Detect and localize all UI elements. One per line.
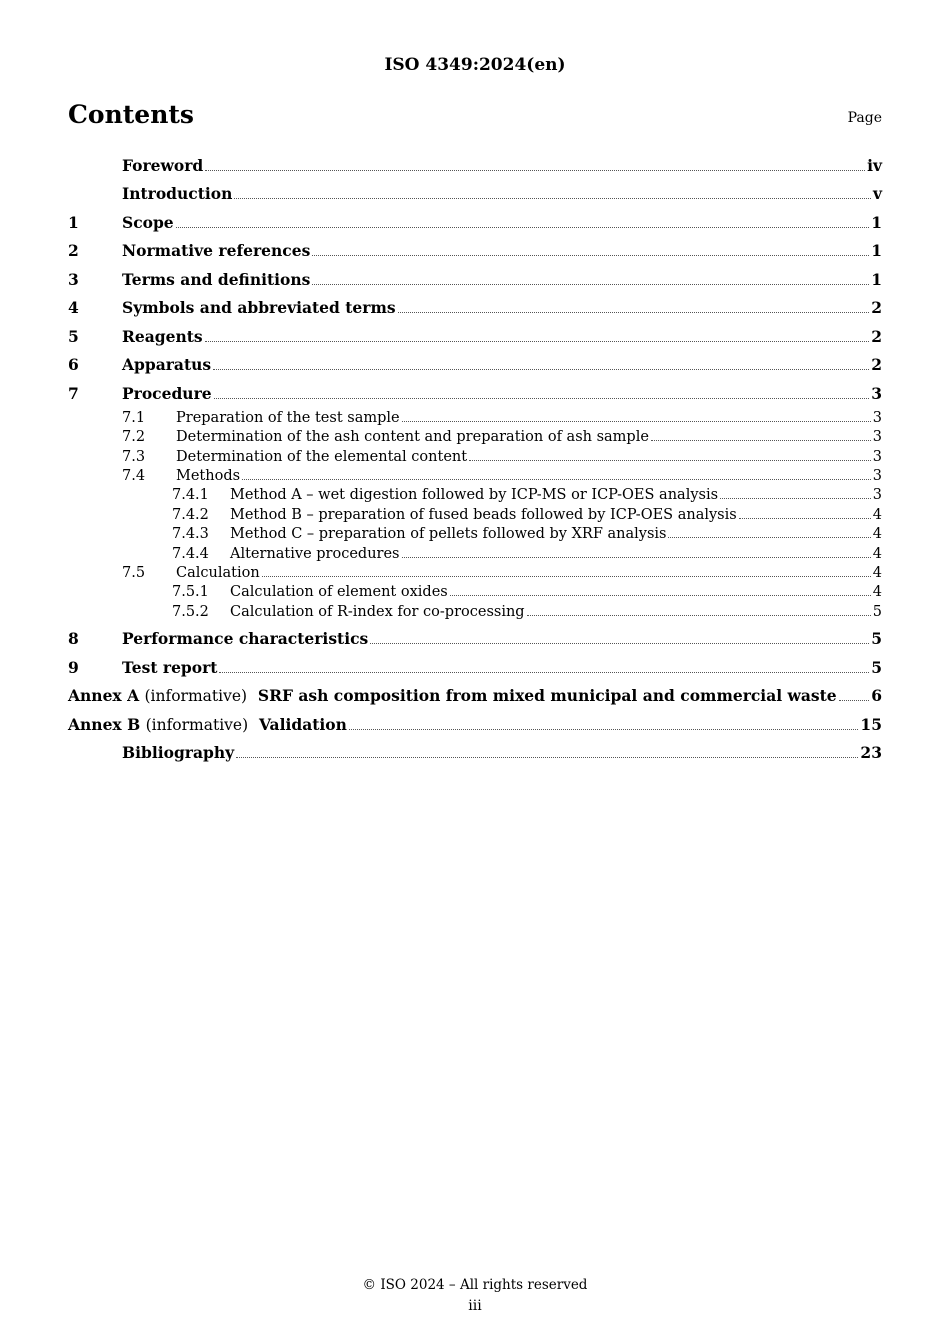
toc-dot-leader [402,420,871,422]
toc-entry-title: Validation [258,714,347,734]
toc-dot-leader [349,728,859,730]
toc-entry-page: v [872,184,882,203]
toc-entry-page: 2 [871,298,882,317]
toc-entry-page: 3 [871,383,882,403]
toc-entry-number: 7.4 [122,468,146,485]
toc-entry[interactable] [68,740,882,769]
toc-annex-type: (informative) [144,687,248,706]
toc-dot-leader [242,478,871,480]
toc-entry-page: iv [867,155,882,175]
toc-entry-title: Determination of the elemental content [176,448,468,465]
toc-entry[interactable] [68,654,882,683]
toc-entry-page: 4 [872,584,882,601]
toc-entry-number: 7.5.2 [172,603,209,620]
toc-entry-number: 4 [68,298,79,317]
toc-entry-title: Calculation [176,565,260,582]
toc-annex-type: (informative) [145,715,249,734]
toc-entry-page: 2 [871,326,882,346]
toc-entry[interactable] [68,352,882,381]
toc-dot-leader [450,594,871,596]
toc-entry[interactable] [68,602,882,621]
toc-entry-title: Methods [176,468,241,485]
toc-entry-title: Test report [122,657,218,677]
toc-dot-leader [370,642,869,644]
toc-entry-title: Method B – preparation of fused beads followed by ICP-OES analysis [230,506,737,523]
toc-entry-page: 3 [872,429,882,446]
toc-dot-leader [219,671,869,673]
document-id: ISO 4349:2024(en) [384,55,566,75]
toc-dot-leader [213,368,869,370]
toc-entry[interactable] [68,266,882,295]
toc-entry[interactable] [68,323,882,352]
toc-entry[interactable] [68,583,882,602]
toc-entry-title: Determination of the ash content and preparation of ash sample [176,429,649,446]
toc-entry-title: Apparatus [122,355,212,374]
toc-dot-leader [214,397,870,399]
toc-entry-number: 8 [68,629,79,649]
toc-entry-number: 9 [68,657,79,677]
toc-entry-title: Performance characteristics [122,629,369,649]
toc-entry-number: 7 [68,383,79,403]
toc-entry[interactable] [68,564,882,583]
toc-entry-page: 1 [871,241,882,260]
toc-annex-label: Annex A [68,686,140,706]
page-column-label: Page [847,110,882,126]
toc-entry-page: 6 [871,686,882,706]
toc-entry-number: 7.2 [122,429,146,446]
toc-dot-leader [312,254,869,256]
toc-dot-leader [720,497,871,499]
toc-dot-leader [739,517,871,519]
toc-entry-number: 5 [68,326,79,346]
toc-entry-number: 3 [68,269,79,289]
toc-entry-page: 23 [860,743,882,763]
toc-entry-number: 7.4.3 [172,526,209,543]
toc-entry-number: 7.4.4 [172,545,209,562]
toc-entry[interactable] [68,447,882,466]
toc-entry[interactable] [68,711,882,740]
toc-entry-title: SRF ash composition from mixed municipal and commercial waste [257,686,837,706]
toc-entry-number: 7.3 [122,448,146,465]
toc-entry-title: Reagents [122,326,203,346]
toc-entry[interactable] [68,428,882,447]
toc-dot-leader [234,197,871,199]
toc-entry[interactable] [68,152,882,181]
toc-entry-title: Introduction [122,184,233,203]
toc-entry-title: Preparation of the test sample [176,409,400,426]
footer-copyright: © ISO 2024 – All rights reserved [362,1277,588,1293]
toc-entry[interactable] [68,238,882,267]
toc-entry-page: 2 [871,355,882,374]
contents-heading: Contents [68,100,195,129]
toc-entry-page: 4 [872,565,882,582]
toc-entry-title: Foreword [122,155,204,175]
toc-dot-leader [402,556,871,558]
toc-entry[interactable] [68,486,882,505]
toc-entry-title: Symbols and abbreviated terms [122,298,396,317]
toc-dot-leader [205,169,865,171]
toc-entry-title: Calculation of element oxides [230,584,448,601]
toc-dot-leader [398,311,870,313]
table-of-contents [68,152,882,768]
toc-dot-leader [469,459,871,461]
toc-entry-page: 5 [872,603,882,620]
toc-dot-leader [668,536,870,538]
toc-entry[interactable] [68,380,882,409]
toc-entry-number: 7.5 [122,565,146,582]
toc-entry-number: 2 [68,241,79,260]
toc-dot-leader [236,756,858,758]
toc-entry[interactable] [68,209,882,238]
footer-page-number: iii [468,1298,482,1314]
toc-entry-title: Method C – preparation of pellets followed by XRF analysis [230,526,667,543]
toc-entry-title: Procedure [122,383,212,403]
toc-entry-number: 6 [68,355,79,374]
toc-entry-page: 5 [871,657,882,677]
toc-entry-title: Scope [122,212,174,232]
toc-dot-leader [205,340,870,342]
toc-entry[interactable] [68,295,882,324]
toc-entry-page: 3 [872,468,882,485]
toc-entry-title: Terms and definitions [122,269,311,289]
toc-entry[interactable] [68,409,882,428]
toc-entry[interactable] [68,683,882,712]
toc-entry-page: 4 [872,506,882,523]
toc-entry-page: 3 [872,487,882,504]
toc-entry[interactable] [68,544,882,563]
toc-dot-leader [651,439,871,441]
toc-annex-label: Annex B [68,714,141,734]
toc-entry-page: 3 [872,448,882,465]
toc-dot-leader [839,699,870,701]
toc-entry[interactable] [68,525,882,544]
toc-entry-page: 5 [871,629,882,649]
toc-entry-page: 4 [872,526,882,543]
toc-entry-page: 1 [871,269,882,289]
toc-entry[interactable] [68,626,882,655]
toc-entry-page: 1 [871,212,882,232]
toc-entry-number: 1 [68,212,79,232]
toc-entry-title: Alternative procedures [230,545,400,562]
toc-entry-page: 15 [860,714,882,734]
toc-entry-number: 7.1 [122,409,146,426]
toc-entry-title: Method A – wet digestion followed by ICP-MS or ICP-OES analysis [230,487,719,504]
toc-dot-leader [312,283,869,285]
toc-entry-title: Calculation of R-index for co-processing [230,603,525,620]
toc-entry-title: Normative references [122,241,311,260]
toc-entry-title: Bibliography [122,743,235,763]
toc-dot-leader [527,614,871,616]
toc-entry-page: 3 [872,409,882,426]
toc-dot-leader [176,226,870,228]
toc-dot-leader [262,575,871,577]
toc-entry[interactable] [68,467,882,486]
toc-entry[interactable] [68,181,882,210]
toc-entry[interactable] [68,505,882,524]
toc-entry-number: 7.5.1 [172,584,209,601]
toc-entry-number: 7.4.2 [172,506,209,523]
toc-entry-page: 4 [872,545,882,562]
toc-entry-number: 7.4.1 [172,487,209,504]
